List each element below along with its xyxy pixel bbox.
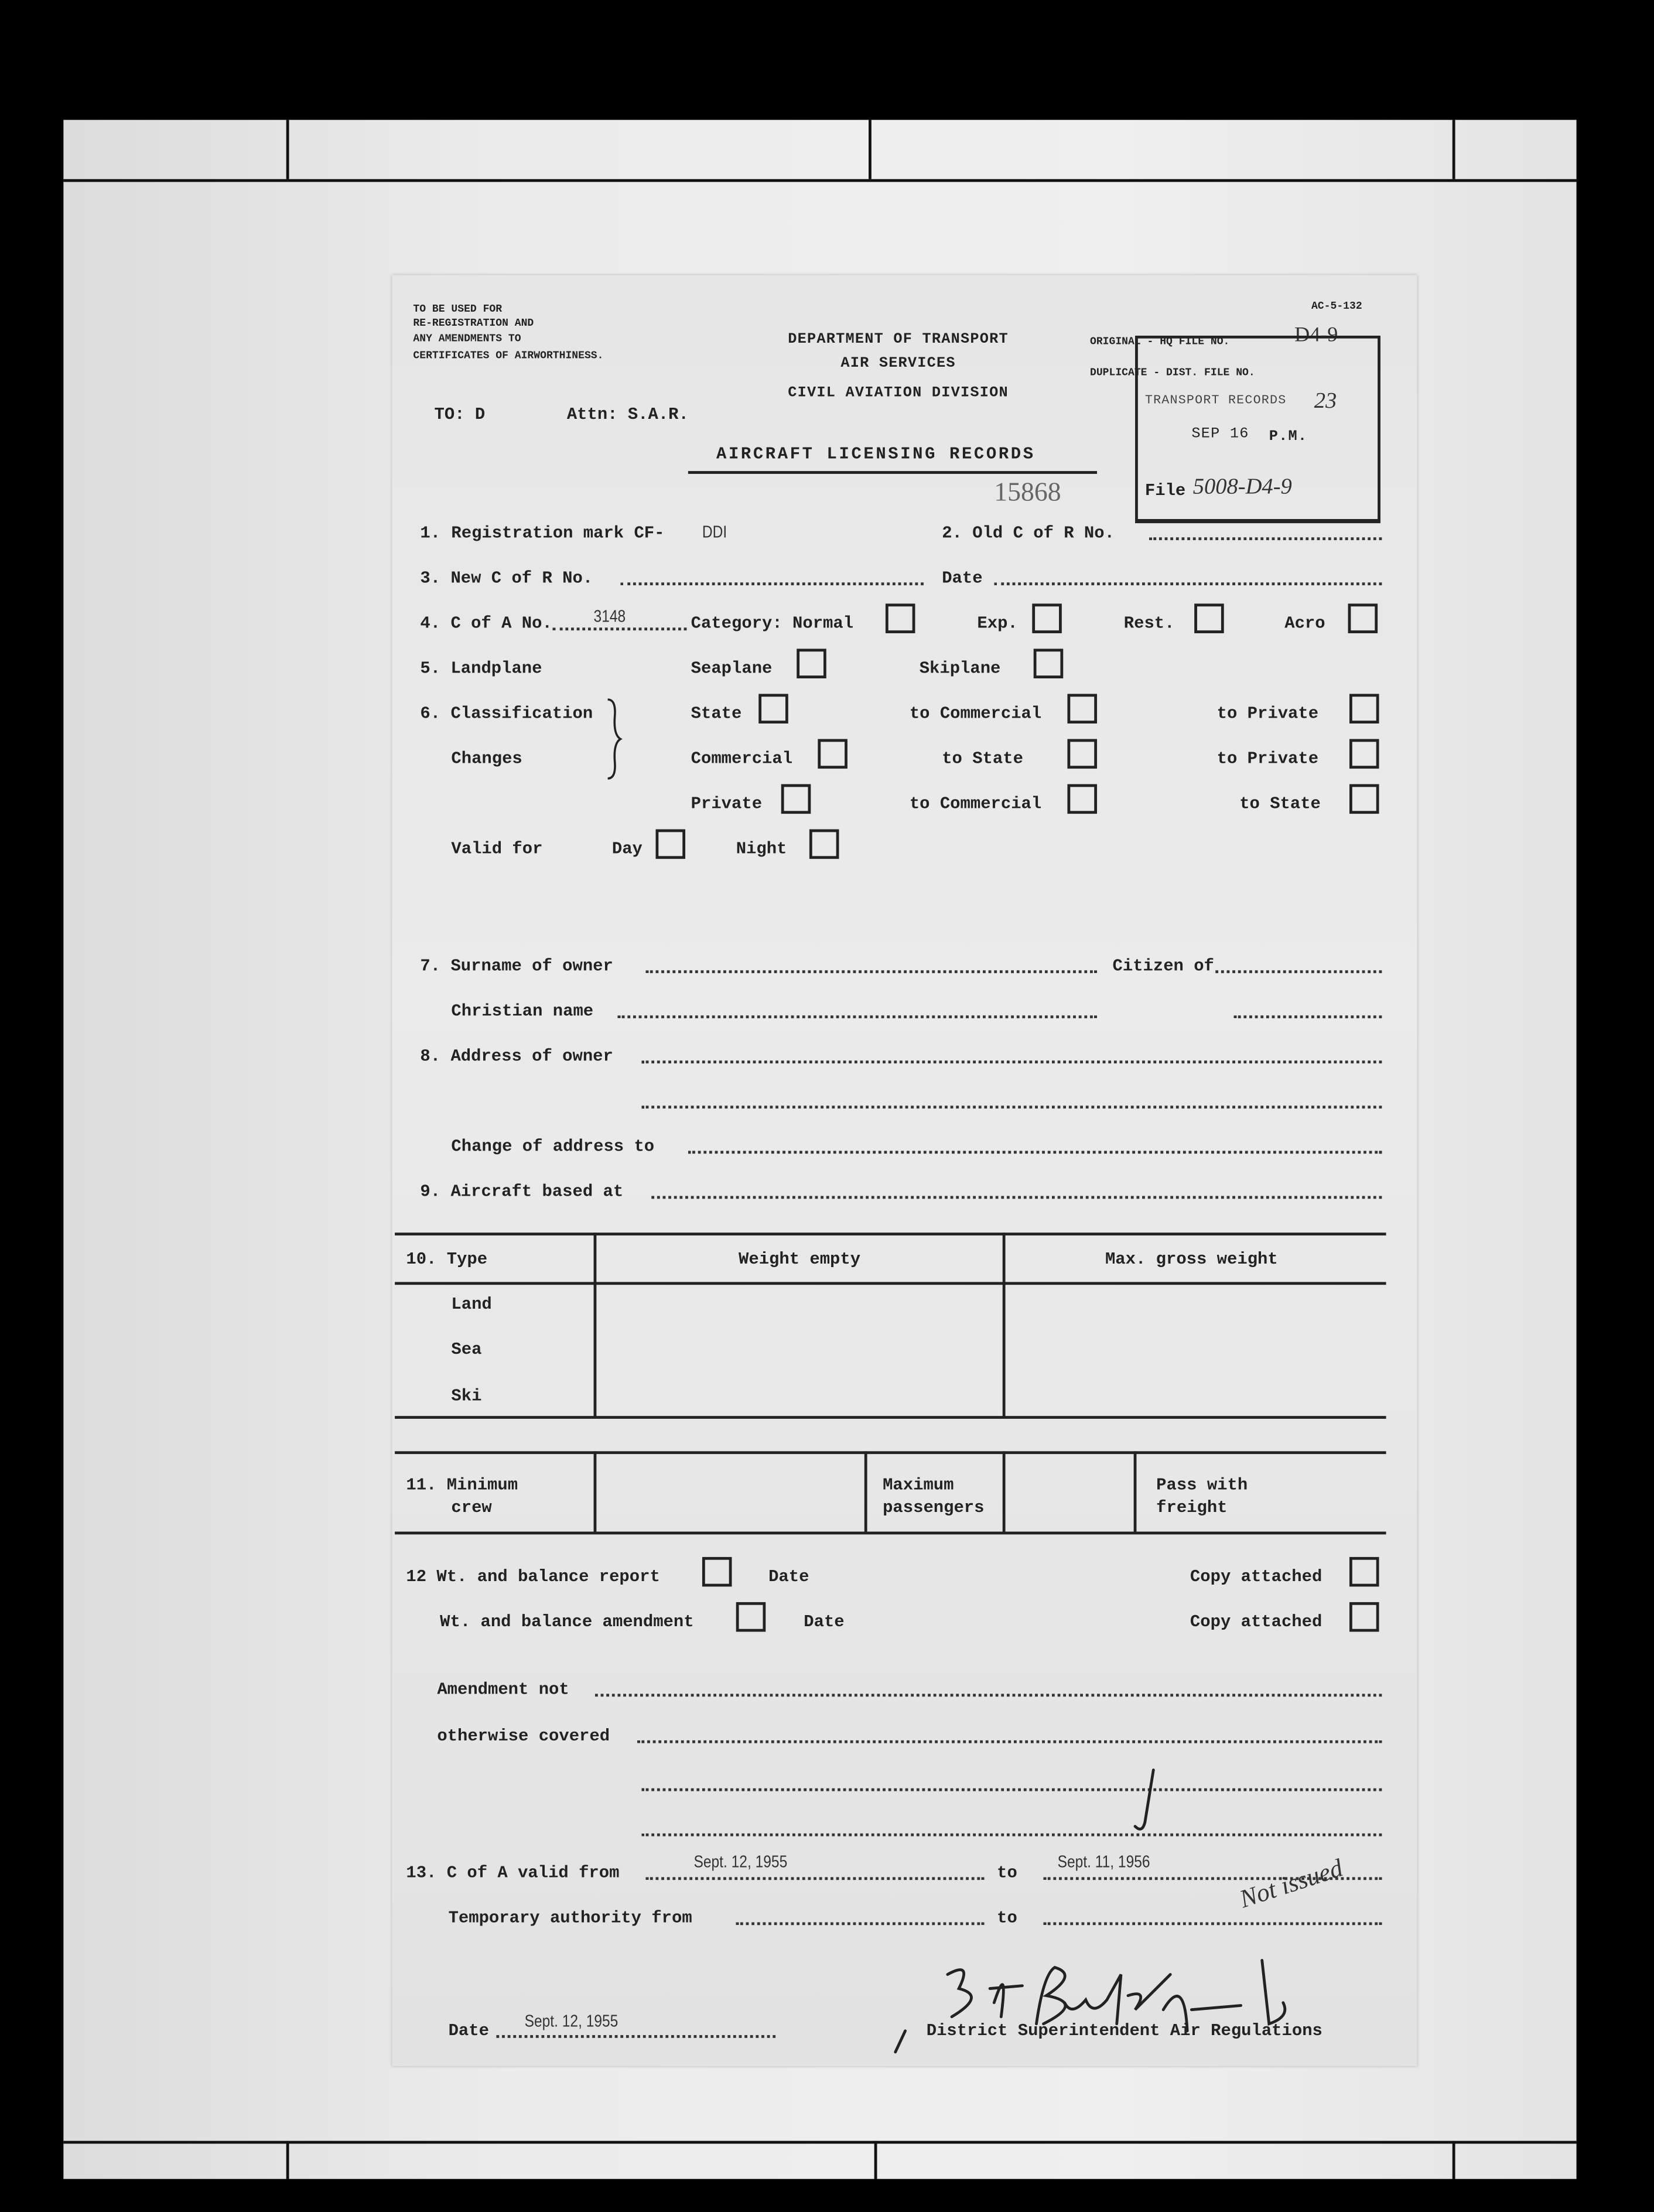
- seaplane-checkbox[interactable]: [797, 648, 826, 678]
- duplicate-file-label: DUPLICATE - DIST. FILE NO.: [1089, 368, 1255, 380]
- commercial-label: Commercial: [691, 749, 793, 769]
- to-commercial-checkbox[interactable]: [1067, 694, 1097, 723]
- date-label: Date: [942, 568, 983, 588]
- copy-attached-checkbox[interactable]: [1349, 1602, 1379, 1632]
- department: CIVIL AVIATION DIVISION: [788, 385, 1009, 402]
- page-title: AIRCRAFT LICENSING RECORDS: [716, 444, 1036, 465]
- original-file-value: D4-9: [1294, 324, 1338, 347]
- department: DEPARTMENT OF TRANSPORT: [788, 331, 1009, 349]
- based-at-label: 9. Aircraft based at: [420, 1182, 624, 1202]
- stamp-date: SEP 16: [1191, 426, 1249, 443]
- stamp-file-label: File: [1144, 480, 1186, 501]
- min-crew-label: crew: [451, 1497, 492, 1518]
- to-state-checkbox[interactable]: [1349, 784, 1379, 814]
- acro-label: Acro: [1284, 613, 1325, 633]
- day-label: Day: [611, 839, 643, 859]
- type-header: 10. Type: [406, 1250, 488, 1269]
- to-label: to: [997, 1863, 1017, 1883]
- address-field: [641, 1060, 1382, 1063]
- handwritten-annotation: Not issued: [1236, 1853, 1347, 1913]
- valid-from-value: Sept. 12, 1955: [693, 1852, 788, 1872]
- usage-note: CERTIFICATES OF AIRWORTHINESS.: [413, 351, 604, 363]
- brace-icon: [603, 697, 623, 781]
- stamp-office: TRANSPORT RECORDS: [1144, 393, 1287, 408]
- state-label: State: [691, 704, 742, 724]
- amendment-label: Amendment not: [437, 1680, 569, 1700]
- exp-label: Exp.: [977, 613, 1018, 633]
- copy-attached-checkbox[interactable]: [1349, 1557, 1379, 1587]
- pass-freight-label: freight: [1156, 1497, 1228, 1518]
- to-commercial-label: to Commercial: [909, 704, 1042, 724]
- temp-authority-label: Temporary authority from: [448, 1908, 692, 1928]
- surname-field: [646, 970, 1097, 973]
- landplane-label: 5. Landplane: [420, 658, 542, 679]
- new-cofr-field: [620, 582, 924, 585]
- to-state-label: to State: [942, 749, 1023, 769]
- exp-checkbox[interactable]: [1032, 603, 1062, 633]
- christian-name-label: Christian name: [451, 1001, 594, 1022]
- date-field: [994, 582, 1382, 585]
- to-commercial-checkbox[interactable]: [1067, 784, 1097, 814]
- new-cofr-label: 3. New C of R No.: [420, 568, 593, 588]
- date-label: Date: [448, 2020, 489, 2041]
- citizen-field: [1215, 970, 1382, 973]
- rest-checkbox[interactable]: [1194, 603, 1224, 633]
- citizen-label: Citizen of: [1112, 956, 1214, 976]
- change-address-label: Change of address to: [451, 1136, 655, 1157]
- wb-amendment-checkbox[interactable]: [736, 1602, 766, 1632]
- surname-label: 7. Surname of owner: [420, 956, 613, 976]
- original-file-label: ORIGINAL - HQ FILE NO.: [1089, 337, 1230, 349]
- stamp-time: P.M.: [1269, 428, 1308, 446]
- otherwise-covered-label: otherwise covered: [437, 1726, 610, 1746]
- classification-label: 6. Classification: [420, 704, 593, 724]
- private-checkbox[interactable]: [781, 784, 811, 814]
- title-underline: [688, 471, 1097, 474]
- state-checkbox[interactable]: [758, 694, 788, 723]
- cofa-value: 3148: [593, 606, 626, 626]
- valid-for-label: Valid for: [451, 839, 543, 859]
- row-land: Land: [451, 1295, 492, 1315]
- to-private-label: to Private: [1216, 704, 1319, 724]
- usage-note: RE-REGISTRATION AND: [413, 319, 534, 330]
- cofa-label: 4. C of A No.: [420, 613, 552, 633]
- to-label: to: [997, 1908, 1017, 1928]
- department: AIR SERVICES: [840, 355, 956, 373]
- to-state-label: to State: [1239, 794, 1321, 814]
- signatory-title: District Superintendent Air Regulations: [926, 2020, 1322, 2041]
- registration-mark-label: Registration mark CF-: [451, 523, 665, 543]
- private-label: Private: [691, 794, 763, 814]
- date-field: [496, 2035, 775, 2038]
- attn: Attn: S.A.R.: [566, 404, 689, 425]
- address-field-2: [641, 1105, 1382, 1108]
- max-gross-header: Max. gross weight: [1105, 1250, 1278, 1269]
- to-state-checkbox[interactable]: [1067, 739, 1097, 769]
- max-passengers-label: Maximum: [883, 1475, 954, 1495]
- min-crew-label: 11. Minimum: [406, 1475, 518, 1495]
- form-code: AC-5-132: [1311, 302, 1362, 313]
- date-label: Date: [804, 1612, 845, 1632]
- valid-to-value: Sept. 11, 1956: [1057, 1852, 1150, 1872]
- weight-empty-header: Weight empty: [739, 1250, 861, 1269]
- normal-checkbox[interactable]: [886, 603, 915, 633]
- to-private-checkbox[interactable]: [1349, 739, 1379, 769]
- handwritten-signature: [888, 1763, 1396, 2059]
- stamp-day: 23: [1314, 389, 1337, 414]
- to-private-label: to Private: [1216, 749, 1319, 769]
- wb-amendment-label: Wt. and balance amendment: [440, 1612, 694, 1632]
- skiplane-checkbox[interactable]: [1034, 648, 1064, 678]
- record-number: 15868: [994, 478, 1061, 508]
- day-checkbox[interactable]: [655, 830, 685, 859]
- night-label: Night: [736, 839, 787, 859]
- row-sea: Sea: [451, 1340, 482, 1360]
- cofa-valid-label: 13. C of A valid from: [406, 1863, 620, 1883]
- max-passengers-label: passengers: [883, 1497, 985, 1518]
- usage-note: TO BE USED FOR: [413, 305, 503, 316]
- wb-report-label: 12 Wt. and balance report: [406, 1566, 660, 1587]
- christian-name-field: [617, 1015, 1097, 1018]
- based-at-field: [651, 1196, 1382, 1199]
- amendment-field: [595, 1694, 1382, 1696]
- stamp-file-value: 5008-D4-9: [1192, 475, 1292, 500]
- acro-checkbox[interactable]: [1348, 603, 1378, 633]
- cofa-field: [553, 627, 687, 630]
- wb-report-checkbox[interactable]: [702, 1557, 732, 1587]
- copy-attached-label: Copy attached: [1190, 1566, 1322, 1587]
- date-value: Sept. 12, 1955: [524, 2011, 618, 2031]
- rest-label: Rest.: [1123, 613, 1175, 633]
- pass-freight-label: Pass with: [1156, 1475, 1248, 1495]
- seaplane-label: Seaplane: [691, 658, 773, 679]
- date-label: Date: [768, 1566, 809, 1587]
- address-label: 8. Address of owner: [420, 1046, 613, 1067]
- usage-note: ANY AMENDMENTS TO: [413, 334, 521, 346]
- old-cofr-field: [1149, 537, 1382, 540]
- citizen-field-2: [1234, 1015, 1382, 1018]
- commercial-checkbox[interactable]: [818, 739, 847, 769]
- item-number: 1.: [420, 523, 441, 543]
- registration-mark-value: DDI: [702, 521, 727, 542]
- skiplane-label: Skiplane: [919, 658, 1001, 679]
- night-checkbox[interactable]: [809, 830, 839, 859]
- to-label: TO: D: [434, 404, 486, 425]
- change-address-field: [688, 1151, 1382, 1154]
- old-cofr-label: 2. Old C of R No.: [942, 523, 1115, 543]
- row-ski: Ski: [451, 1386, 482, 1407]
- changes-label: Changes: [451, 749, 522, 769]
- category-normal-label: Category: Normal: [691, 613, 854, 633]
- copy-attached-label: Copy attached: [1190, 1612, 1322, 1632]
- to-commercial-label: to Commercial: [909, 794, 1042, 814]
- amendment-field-2: [637, 1740, 1382, 1743]
- to-private-checkbox[interactable]: [1349, 694, 1379, 723]
